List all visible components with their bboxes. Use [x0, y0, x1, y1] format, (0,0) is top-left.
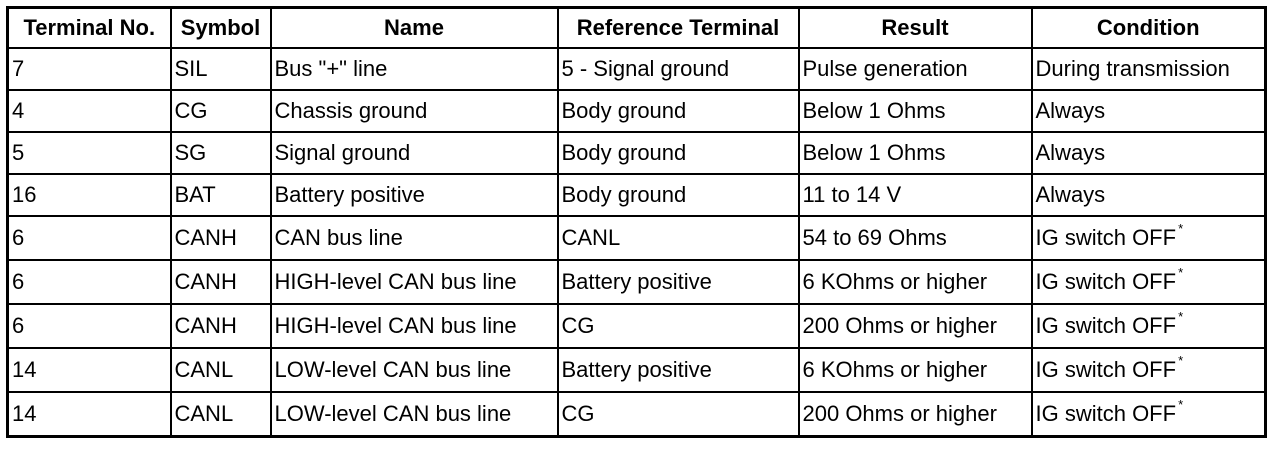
cell-condition — [1032, 174, 1266, 216]
table-row — [8, 304, 1266, 348]
condition-text: During transmission — [1035, 56, 1230, 81]
condition-text: IG switch OFF — [1035, 357, 1177, 382]
condition-text: IG switch OFF — [1035, 401, 1177, 426]
cell-result: Pulse generation — [799, 48, 1032, 90]
cell-name: LOW-level CAN bus line — [271, 348, 558, 392]
terminal-spec-table — [6, 6, 1267, 438]
cell-result: 200 Ohms or higher — [799, 304, 1032, 348]
table-row — [8, 174, 1266, 216]
cell-name: LOW-level CAN bus line — [271, 392, 558, 437]
cell-symbol: CANL — [171, 392, 271, 437]
cell-terminal: 14 — [8, 348, 171, 392]
condition-text: Always — [1035, 140, 1106, 165]
cell-symbol: CG — [171, 90, 271, 132]
header-symbol: Symbol — [171, 8, 271, 49]
cell-result: 6 KOhms or higher — [799, 348, 1032, 392]
condition-text: IG switch OFF — [1035, 225, 1177, 250]
table-row — [8, 90, 1266, 132]
table-row — [8, 348, 1266, 392]
cell-terminal: 16 — [8, 174, 171, 216]
header-reference-terminal: Reference Terminal — [558, 8, 799, 49]
cell-reference: Body ground — [558, 174, 799, 216]
footnote-marker: * — [1178, 353, 1184, 368]
header-name: Name — [271, 8, 558, 49]
cell-symbol: CANH — [171, 216, 271, 260]
cell-reference: Body ground — [558, 132, 799, 174]
cell-terminal: 6 — [8, 216, 171, 260]
cell-terminal: 6 — [8, 260, 171, 304]
cell-terminal: 4 — [8, 90, 171, 132]
cell-name: Battery positive — [271, 174, 558, 216]
cell-reference: 5 - Signal ground — [558, 48, 799, 90]
cell-terminal: 7 — [8, 48, 171, 90]
cell-reference: CG — [558, 304, 799, 348]
header-terminal-no: Terminal No. — [8, 8, 171, 49]
cell-condition — [1032, 132, 1266, 174]
cell-name: HIGH-level CAN bus line — [271, 260, 558, 304]
header-condition: Condition — [1032, 8, 1266, 49]
condition-text: Always — [1035, 182, 1106, 207]
cell-symbol: CANH — [171, 304, 271, 348]
footnote-marker: * — [1178, 397, 1184, 412]
cell-symbol: BAT — [171, 174, 271, 216]
cell-terminal: 6 — [8, 304, 171, 348]
cell-condition — [1032, 260, 1266, 304]
condition-text: IG switch OFF — [1035, 313, 1177, 338]
cell-terminal: 5 — [8, 132, 171, 174]
cell-result: Below 1 Ohms — [799, 90, 1032, 132]
footnote-marker: * — [1178, 221, 1184, 236]
cell-reference: CANL — [558, 216, 799, 260]
cell-name: Signal ground — [271, 132, 558, 174]
cell-condition — [1032, 90, 1266, 132]
cell-terminal: 14 — [8, 392, 171, 437]
spec-table-container — [6, 6, 1267, 438]
cell-condition — [1032, 216, 1266, 260]
cell-reference: CG — [558, 392, 799, 437]
cell-symbol: CANL — [171, 348, 271, 392]
cell-condition — [1032, 392, 1266, 437]
cell-result: 6 KOhms or higher — [799, 260, 1032, 304]
cell-name: Chassis ground — [271, 90, 558, 132]
footnote-marker: * — [1178, 265, 1184, 280]
cell-name: HIGH-level CAN bus line — [271, 304, 558, 348]
cell-symbol: CANH — [171, 260, 271, 304]
cell-symbol: SG — [171, 132, 271, 174]
cell-condition — [1032, 48, 1266, 90]
table-row — [8, 260, 1266, 304]
table-row — [8, 132, 1266, 174]
condition-text: Always — [1035, 98, 1106, 123]
table-header-row — [8, 8, 1266, 49]
footnote-marker: * — [1178, 309, 1184, 324]
table-row — [8, 392, 1266, 437]
cell-reference: Battery positive — [558, 260, 799, 304]
cell-condition — [1032, 304, 1266, 348]
table-row — [8, 216, 1266, 260]
cell-reference: Battery positive — [558, 348, 799, 392]
cell-result: 200 Ohms or higher — [799, 392, 1032, 437]
cell-result: 54 to 69 Ohms — [799, 216, 1032, 260]
header-result: Result — [799, 8, 1032, 49]
condition-text: IG switch OFF — [1035, 269, 1177, 294]
table-row — [8, 48, 1266, 90]
cell-condition — [1032, 348, 1266, 392]
cell-name: CAN bus line — [271, 216, 558, 260]
cell-result: Below 1 Ohms — [799, 132, 1032, 174]
cell-name: Bus "+" line — [271, 48, 558, 90]
cell-reference: Body ground — [558, 90, 799, 132]
cell-result: 11 to 14 V — [799, 174, 1032, 216]
cell-symbol: SIL — [171, 48, 271, 90]
